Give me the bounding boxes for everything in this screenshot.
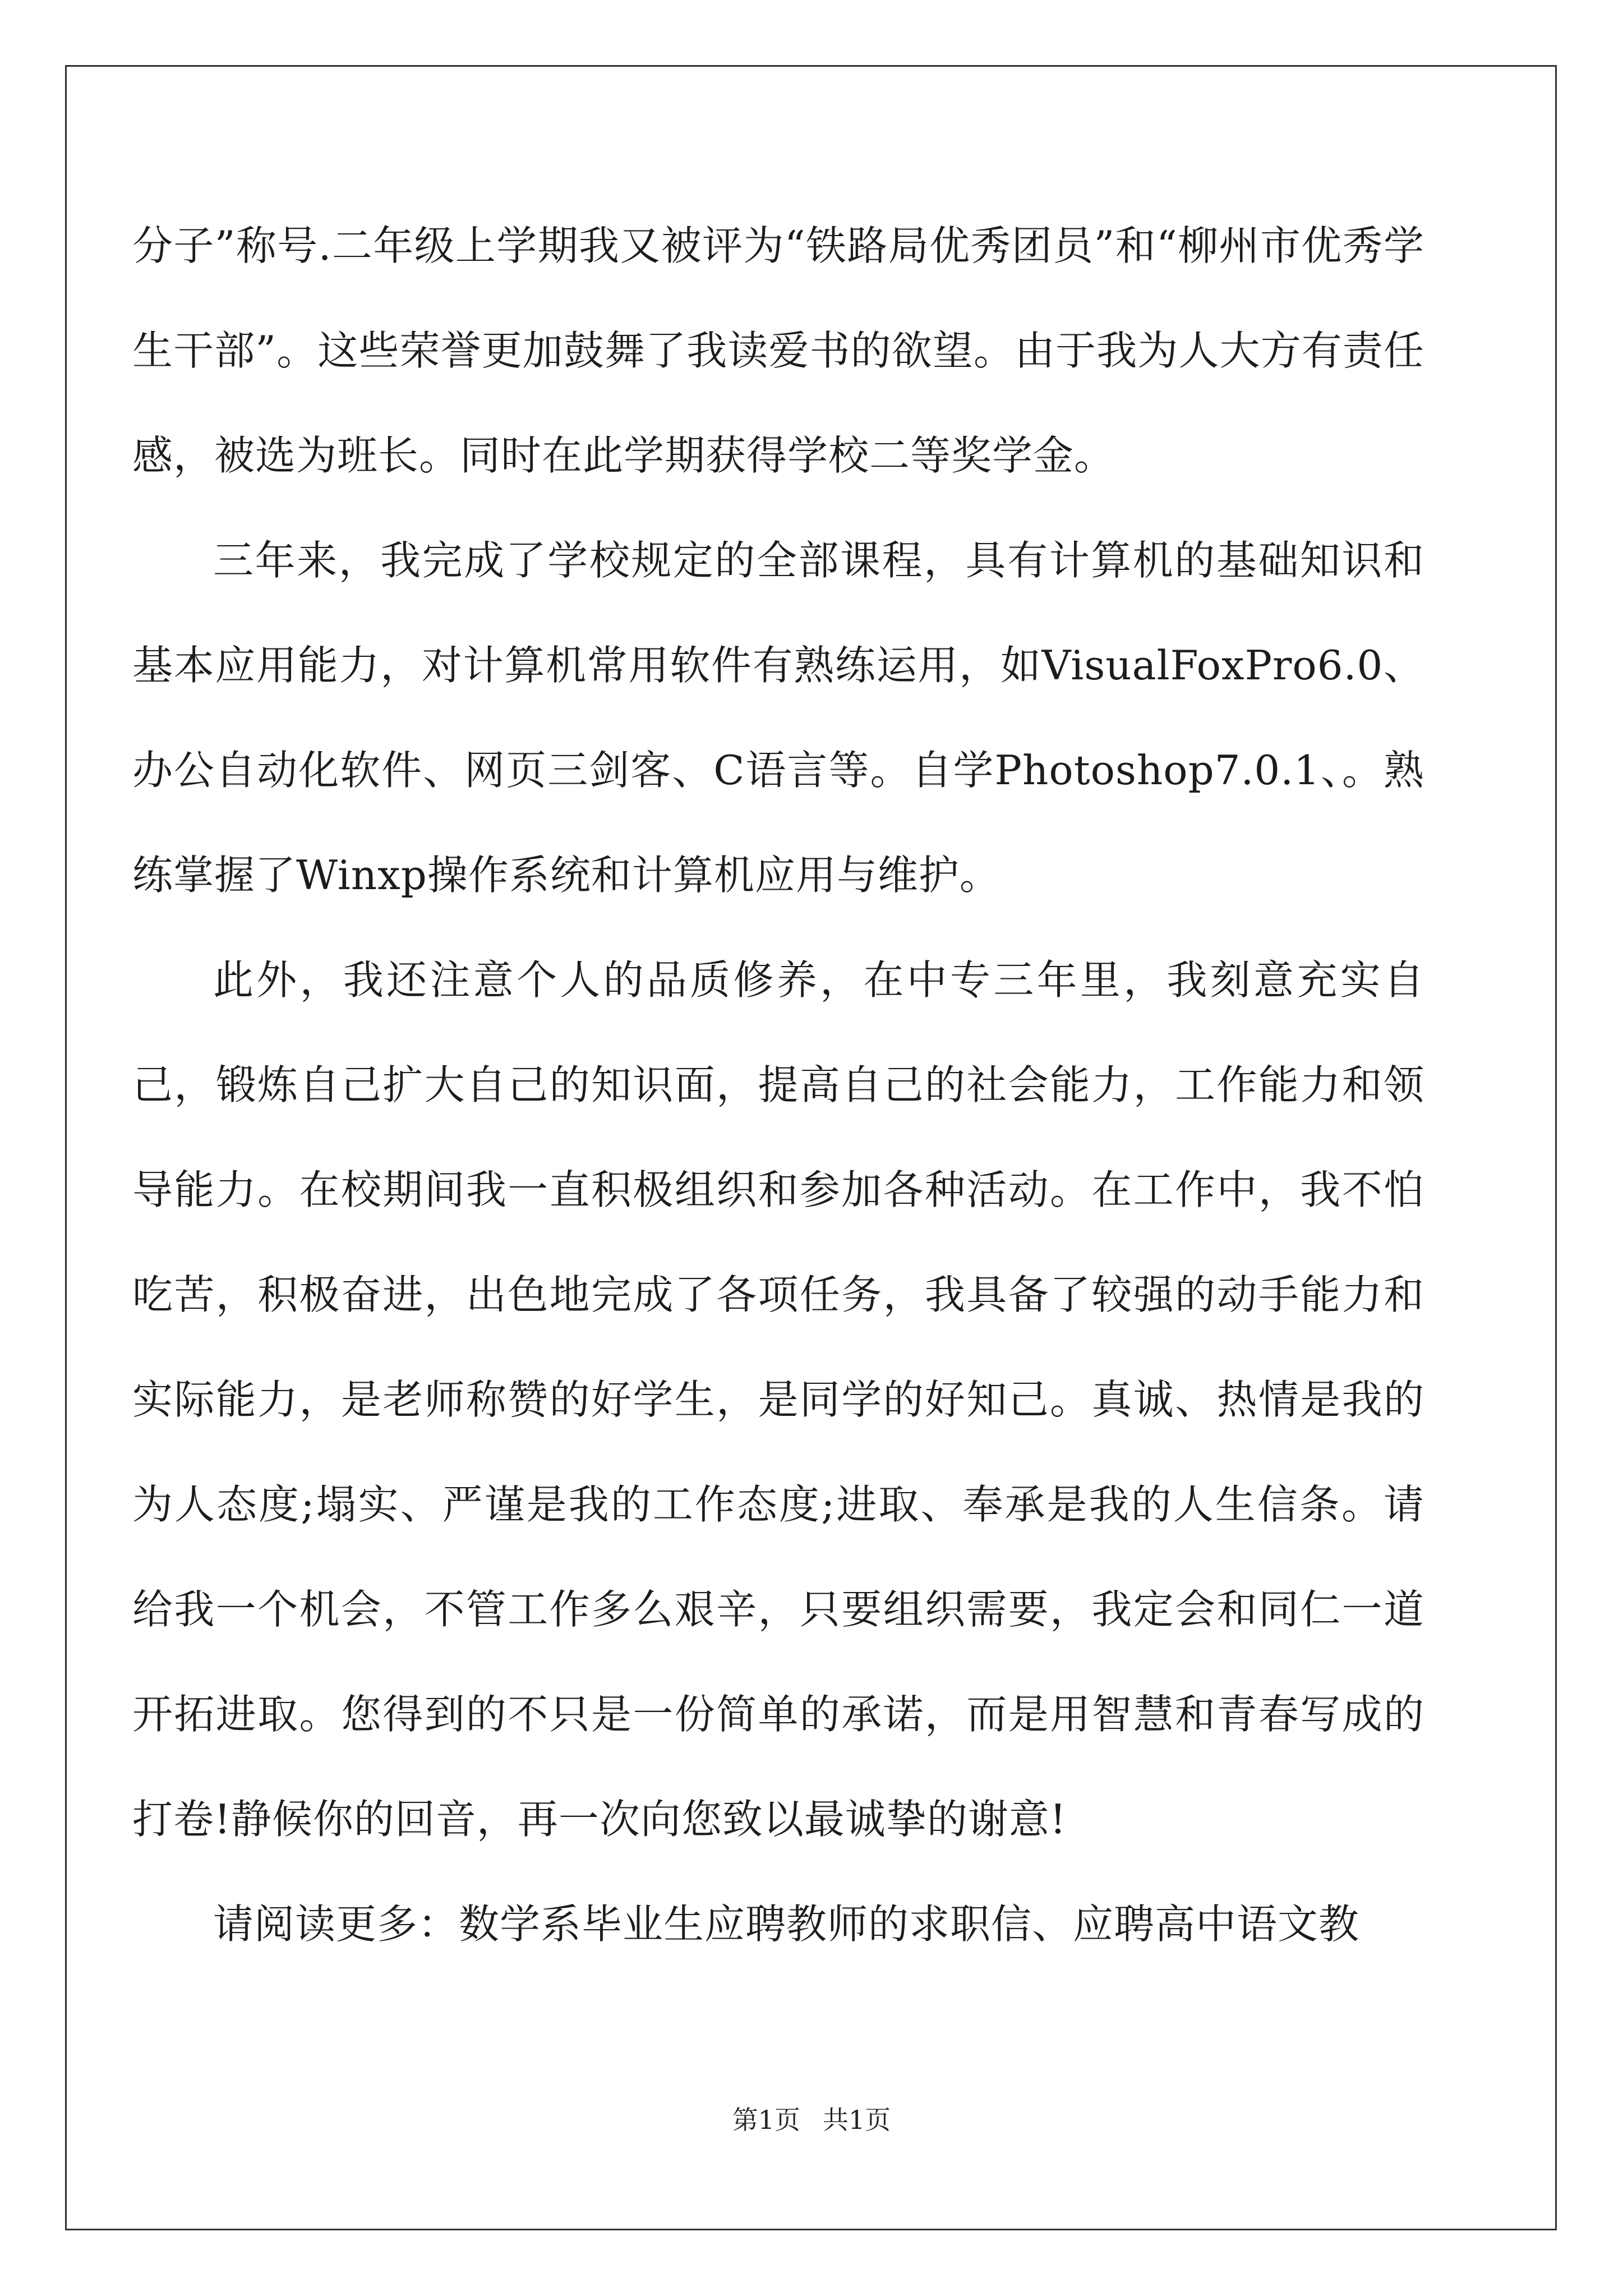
paragraph-awards: 分子”称号.二年级上学期我又被评为“铁路局优秀团员”和“柳州市优秀学生干部”。这些荣誉更加鼓舞了我读爱书的欲望。由于我为人大方有责任感，被选为班长。同时在此学期获得学校二等奖学金。 bbox=[132, 222, 1424, 479]
page-number-current: 第1页 bbox=[732, 2105, 800, 2135]
page-footer bbox=[0, 2100, 1623, 2137]
paragraph-read-more: 请阅读更多：数学系毕业生应聘教师的求职信、应聘高中语文教 bbox=[213, 1901, 1360, 1948]
document-body bbox=[132, 194, 1424, 1977]
paragraph-personal-qualities: 此外，我还注意个人的品质修养，在中专三年里，我刻意充实自己，锻炼自己扩大自己的知识面，提高自己的社会能力，工作能力和领导能力。在校期间我一直积极组织和参加各种活动。在工作中，我不怕吃苦，积极奋进，出色地完成了各项任务，我具备了较强的动手能力和实际能力，是老师称赞的好学生，是同学的好知己。真诚、热情是我的为人态度;塌实、严谨是我的工作态度;进取、奉承是我的人生信条。请给我一个机会，不管工作多么艰辛，只要组织需要，我定会和同仁一道开拓进取。您得到的不只是一份简单的承诺，而是用智慧和青春写成的打卷!静候你的回音，再一次向您致以最诚挚的谢意! bbox=[132, 956, 1424, 1843]
paragraph-courses: 三年来，我完成了学校规定的全部课程，具有计算机的基础知识和基本应用能力，对计算机常用软件有熟练运用，如VisualFoxPro6.0、办公自动化软件、网页三剑客、C语言等。自学Photoshop7.0.1、。熟练掌握了Winxp操作系统和计算机应用与维护。 bbox=[132, 537, 1424, 899]
page-number-total: 共1页 bbox=[823, 2105, 891, 2135]
